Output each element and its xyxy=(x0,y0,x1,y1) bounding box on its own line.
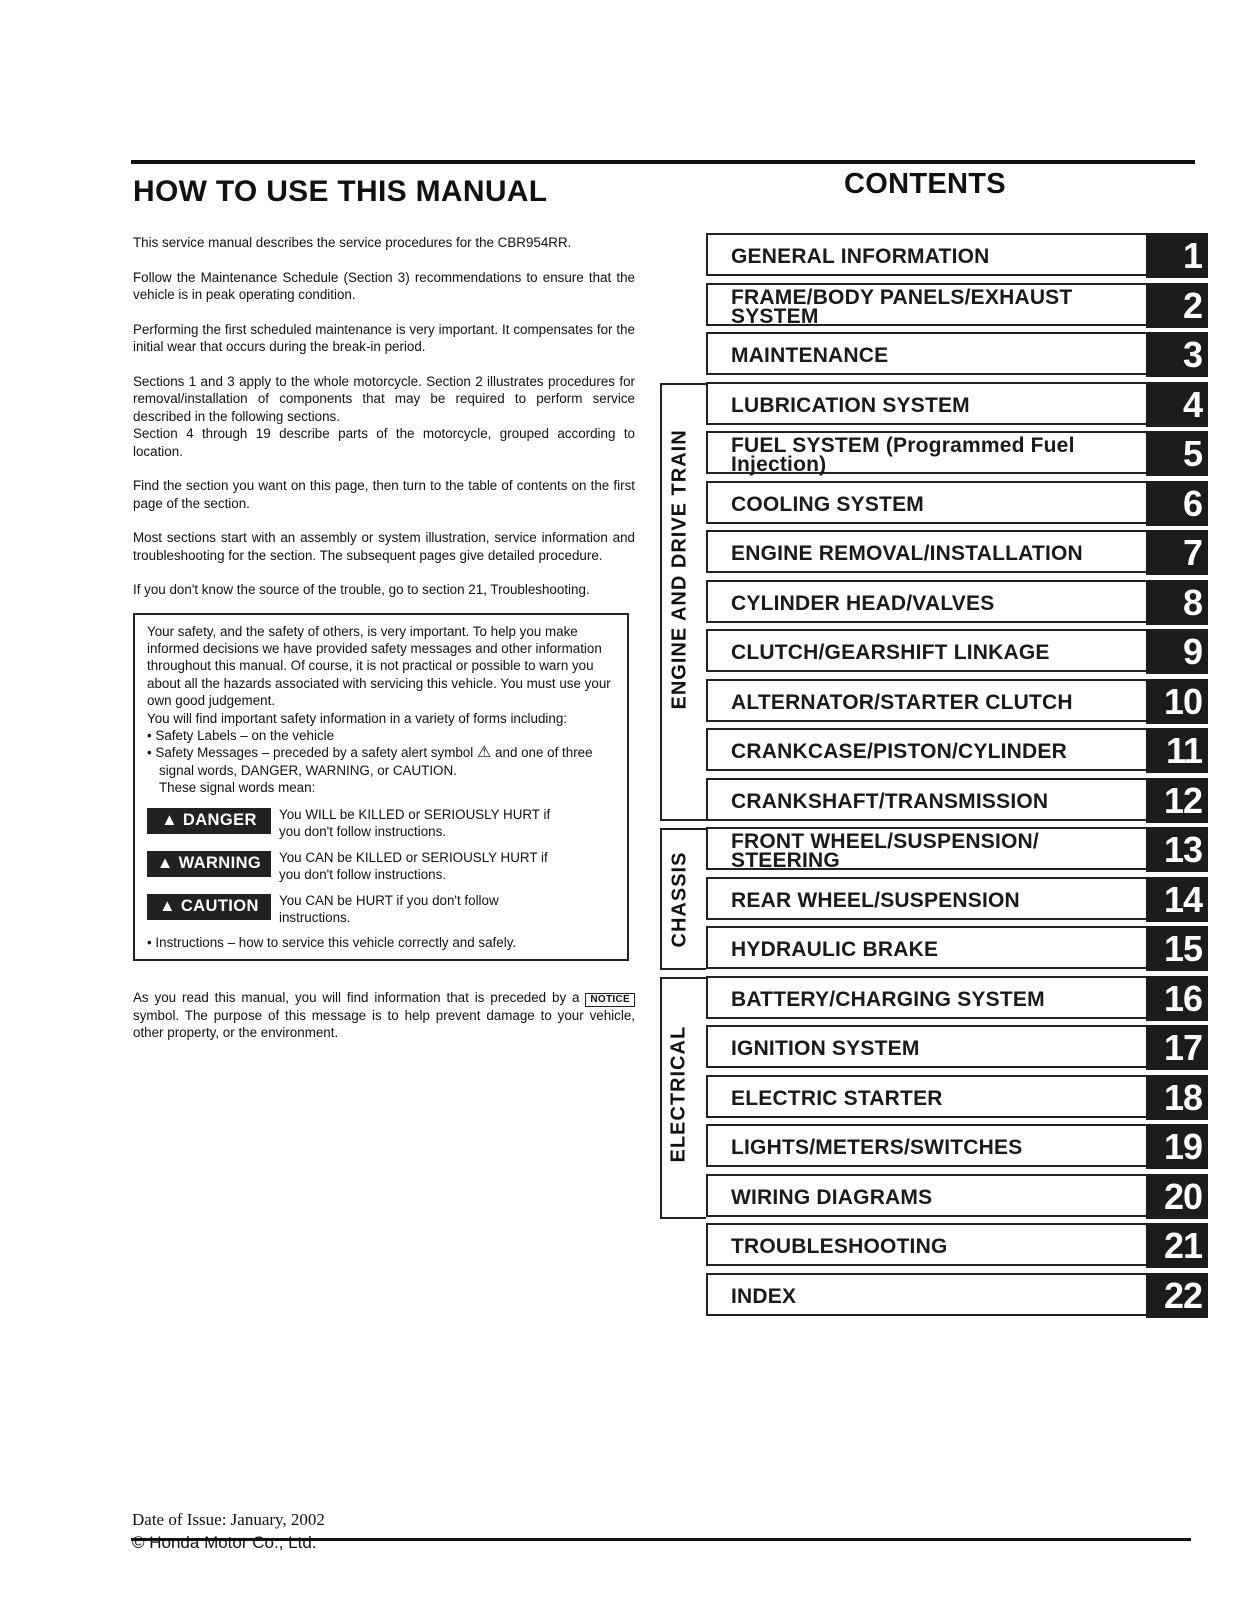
contents-item[interactable] xyxy=(706,877,1208,922)
contents-item-label: TROUBLESHOOTING xyxy=(731,1235,948,1258)
signal-words-intro: These signal words mean: xyxy=(159,780,316,796)
section-number-tab: 11 xyxy=(1146,728,1208,773)
contents-item-label: IGNITION SYSTEM xyxy=(731,1037,920,1060)
page-title: HOW TO USE THIS MANUAL xyxy=(133,175,548,208)
contents-item-label: CRANKCASE/PISTON/CYLINDER xyxy=(731,740,1067,763)
sections-4-19-paragraph: Section 4 through 19 describe parts of the motorcycle, grouped according to location. xyxy=(133,426,635,459)
group-label-electrical: ELECTRICAL xyxy=(667,1025,690,1163)
section-number-tab: 14 xyxy=(1146,877,1208,922)
section-number-tab: 3 xyxy=(1146,332,1208,377)
contents-item[interactable] xyxy=(706,431,1208,476)
safety-messages-tail: and one of three signal words, DANGER, WARNING, or CAUTION. xyxy=(159,745,593,778)
contents-item-label: ENGINE REMOVAL/INSTALLATION xyxy=(731,542,1083,565)
section-number-tab: 18 xyxy=(1146,1075,1208,1120)
contents-item[interactable] xyxy=(706,382,1208,427)
safety-messages-bullet xyxy=(147,744,617,779)
contents-item-box xyxy=(706,233,1146,276)
contents-item[interactable] xyxy=(706,1223,1208,1268)
section-number-tab: 5 xyxy=(1146,431,1208,476)
contents-item-box xyxy=(706,976,1146,1019)
section-number-tab: 13 xyxy=(1146,827,1208,872)
contents-item-label: MAINTENANCE xyxy=(731,344,889,367)
contents-item-box xyxy=(706,877,1146,920)
group-label-engine: ENGINE AND DRIVE TRAIN xyxy=(668,429,691,710)
sections-paragraph: Sections 1 and 3 apply to the whole motorcycle. Section 2 illustrates procedures for removal/installation of components that may be required to perform service described in the following sections. xyxy=(133,373,635,424)
section-number-tab: 12 xyxy=(1146,778,1208,823)
contents-item-label: CRANKSHAFT/TRANSMISSION xyxy=(731,790,1049,813)
caution-row xyxy=(147,892,617,926)
contents-item-label: COOLING SYSTEM xyxy=(731,493,924,516)
danger-row xyxy=(147,806,617,840)
section-number-tab: 7 xyxy=(1146,530,1208,575)
contents-item-box xyxy=(706,382,1146,425)
contents-item-box xyxy=(706,679,1146,722)
contents-item-box xyxy=(706,1174,1146,1217)
contents-item-label: ALTERNATOR/STARTER CLUTCH xyxy=(731,691,1073,714)
group-label-chassis: CHASSIS xyxy=(668,851,691,948)
section-number-tab: 2 xyxy=(1146,283,1208,328)
contents-item-label: CLUTCH/GEARSHIFT LINKAGE xyxy=(731,641,1050,664)
contents-item[interactable] xyxy=(706,332,1208,377)
contents-item[interactable] xyxy=(706,1075,1208,1120)
caution-badge: ▲ CAUTION xyxy=(147,894,271,920)
notice-tag: NOTICE xyxy=(585,993,635,1007)
contents-title: CONTENTS xyxy=(844,168,1006,200)
section-number-tab: 10 xyxy=(1146,679,1208,724)
contents-item[interactable] xyxy=(706,827,1208,872)
contents-item-box xyxy=(706,827,1146,870)
top-rule xyxy=(131,160,1195,164)
section-number-tab: 15 xyxy=(1146,926,1208,971)
contents-item-label: ELECTRIC STARTER xyxy=(731,1087,943,1110)
section-number-tab: 20 xyxy=(1146,1174,1208,1219)
intro-paragraph: This service manual describes the service procedures for the CBR954RR. xyxy=(133,235,572,250)
contents-item-label: BATTERY/CHARGING SYSTEM xyxy=(731,988,1045,1011)
contents-item-box xyxy=(706,1025,1146,1068)
contents-item-box xyxy=(706,629,1146,672)
contents-item-box xyxy=(706,481,1146,524)
contents-item-box xyxy=(706,431,1146,474)
safety-intro: Your safety, and the safety of others, is very important. To help you make informed decisions we have provided safety messages and other information throughout this manual. Of course, it is not practical or possible to warn you about all the hazards associated with servicing this vehicle. You must use your own good judgement. xyxy=(147,623,611,709)
contents-item-box xyxy=(706,530,1146,573)
contents-item[interactable] xyxy=(706,1124,1208,1169)
contents-item-label: GENERAL INFORMATION xyxy=(731,245,990,268)
copyright: © Honda Motor Co., Ltd. xyxy=(132,1533,317,1552)
contents-item[interactable] xyxy=(706,629,1208,674)
how-to-use-column xyxy=(133,174,635,1059)
contents-item[interactable] xyxy=(706,778,1208,823)
contents-item[interactable] xyxy=(706,481,1208,526)
contents-item-box xyxy=(706,580,1146,623)
contents-item[interactable] xyxy=(706,976,1208,1021)
section-number-tab: 4 xyxy=(1146,382,1208,427)
contents-item-label: FRONT WHEEL/SUSPENSION/ STEERING xyxy=(731,829,1039,872)
first-maintenance-paragraph: Performing the first scheduled maintenance is very important. It compensates for the initial wear that occurs during the break-in period. xyxy=(133,321,635,354)
issue-date: Date of Issue: January, 2002 xyxy=(132,1510,325,1529)
contents-item-label: FUEL SYSTEM (Programmed Fuel Injection) xyxy=(731,433,1075,476)
danger-badge: ▲ DANGER xyxy=(147,808,271,834)
contents-item-box xyxy=(706,283,1146,326)
contents-item-label: HYDRAULIC BRAKE xyxy=(731,938,939,961)
contents-item-box xyxy=(706,728,1146,771)
instructions-bullet: • Instructions – how to service this vehicle correctly and safely. xyxy=(147,934,517,950)
contents-item-label: LIGHTS/METERS/SWITCHES xyxy=(731,1136,1023,1159)
notice-text-after: symbol. The purpose of this message is to help prevent damage to your vehicle, other property, or the environment. xyxy=(133,1007,635,1041)
safety-labels-bullet: • Safety Labels – on the vehicle xyxy=(147,727,335,743)
section-number-tab: 9 xyxy=(1146,629,1208,674)
notice-paragraph xyxy=(133,989,635,1042)
alert-triangle-icon: ⚠ xyxy=(476,744,492,762)
contents-item-box xyxy=(706,1273,1146,1316)
section-number-tab: 17 xyxy=(1146,1025,1208,1070)
maintenance-paragraph: Follow the Maintenance Schedule (Section 3) recommendations to ensure that the vehicle is in peak operating condition. xyxy=(133,269,635,302)
section-number-tab: 8 xyxy=(1146,580,1208,625)
section-number-tab: 6 xyxy=(1146,481,1208,526)
contents-item[interactable] xyxy=(706,926,1208,971)
contents-item[interactable] xyxy=(706,728,1208,773)
contents-item[interactable] xyxy=(706,1025,1208,1070)
section-number-tab: 1 xyxy=(1146,233,1208,278)
warning-text: You CAN be KILLED or SERIOUSLY HURT if you don't follow instructions. xyxy=(279,849,548,882)
contents-item-box xyxy=(706,1075,1146,1118)
contents-item-box xyxy=(706,332,1146,375)
section-number-tab: 21 xyxy=(1146,1223,1208,1268)
contents-item-label: FRAME/BODY PANELS/EXHAUST SYSTEM xyxy=(731,285,1073,328)
contents-item[interactable] xyxy=(706,233,1208,278)
contents-item-box xyxy=(706,1124,1146,1167)
section-structure-paragraph: Most sections start with an assembly or system illustration, service information and troubleshooting for the section. The subsequent pages give detailed procedure. xyxy=(133,530,635,563)
contents-item-box xyxy=(706,778,1146,821)
contents-item[interactable] xyxy=(706,1174,1208,1219)
contents-item[interactable] xyxy=(706,530,1208,575)
caution-text: You CAN be HURT if you don't follow instructions. xyxy=(279,892,499,925)
danger-text: You WILL be KILLED or SERIOUSLY HURT if you don't follow instructions. xyxy=(279,806,551,839)
contents-item[interactable] xyxy=(706,1273,1208,1318)
contents-item[interactable] xyxy=(706,679,1208,724)
contents-item-label: REAR WHEEL/SUSPENSION xyxy=(731,889,1020,912)
section-number-tab: 22 xyxy=(1146,1273,1208,1318)
contents-item-box xyxy=(706,926,1146,969)
contents-item-label: LUBRICATION SYSTEM xyxy=(731,394,970,417)
contents-item-label: INDEX xyxy=(731,1285,797,1308)
notice-text-before: As you read this manual, you will find information that is preceded by a xyxy=(133,989,580,1005)
safety-messages-text: • Safety Messages – preceded by a safety alert symbol xyxy=(147,745,474,761)
contents-item-box xyxy=(706,1223,1146,1266)
section-number-tab: 16 xyxy=(1146,976,1208,1021)
troubleshooting-paragraph: If you don't know the source of the trouble, go to section 21, Troubleshooting. xyxy=(133,582,590,597)
section-number-tab: 19 xyxy=(1146,1124,1208,1169)
warning-row xyxy=(147,849,617,883)
contents-item[interactable] xyxy=(706,580,1208,625)
contents-item-label: WIRING DIAGRAMS xyxy=(731,1186,933,1209)
find-section-paragraph: Find the section you want on this page, then turn to the table of contents on the first page of the section. xyxy=(133,478,635,511)
warning-badge: ▲ WARNING xyxy=(147,851,271,877)
safety-box xyxy=(133,613,629,961)
safety-forms-intro: You will find important safety information in a variety of forms including: xyxy=(147,710,568,726)
contents-item[interactable] xyxy=(706,283,1208,328)
contents-item-label: CYLINDER HEAD/VALVES xyxy=(731,592,995,615)
